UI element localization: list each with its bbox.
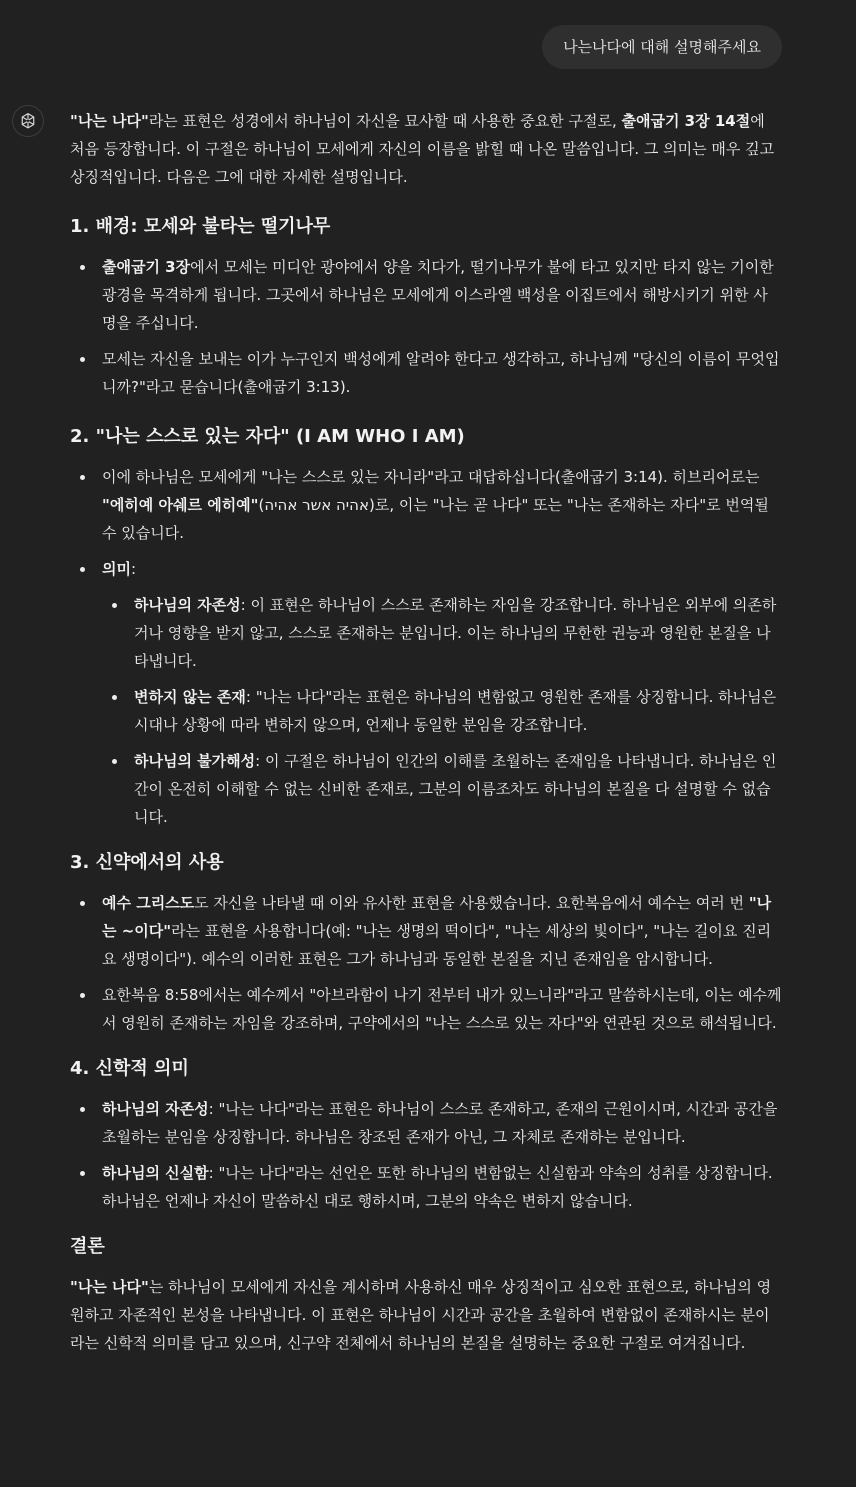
- intro-text-2: 에 처음 등장합니다. 이 구절은 하나님이 모세에게 자신의 이름을 밝힐 때 나온 말씀입니다. 그 의미는 매우 깊고 상징적입니다. 다음은 그에 대한 자세한 설명입니다.: [70, 112, 775, 186]
- bold-term: 예수 그리스도: [102, 894, 195, 912]
- item-text: 에서 모세는 미디안 광야에서 양을 치다가, 떨기나무가 불에 타고 있지만 타지 않는 기이한 광경을 목격하게 됩니다. 그곳에서 하나님은 모세에게 이스라엘 백성을 이집트에서 해방시키기 위한 사명을 주십니다.: [102, 258, 774, 332]
- nested-list-item: [102, 683, 782, 739]
- nested-list: [102, 591, 782, 831]
- section-3-list: [70, 889, 782, 1037]
- bold-term: 하나님의 자존성: [102, 1100, 209, 1118]
- section-1-list: [70, 253, 782, 401]
- item-text: : "나는 나다"라는 표현은 하나님의 변함없고 영원한 존재를 상징합니다. 하나님은 시대나 상황에 따라 변하지 않으며, 언제나 동일한 분임을 강조합니다.: [134, 688, 777, 734]
- assistant-avatar: [12, 105, 44, 137]
- bold-term: 하나님의 신실함: [102, 1164, 209, 1182]
- bold-term: 하나님의 자존성: [134, 596, 241, 614]
- intro-paragraph: [70, 107, 782, 191]
- bold-term: "나는 나다": [70, 1278, 149, 1296]
- intro-bold-reference: 출애굽기 3장 14절: [621, 112, 751, 130]
- list-item: [70, 555, 782, 831]
- intro-bold-phrase: "나는 나다": [70, 112, 149, 130]
- list-item: [70, 253, 782, 337]
- item-text: :: [130, 560, 137, 578]
- item-text: 모세는 자신을 보내는 이가 누구인지 백성에게 알려야 한다고 생각하고, 하나님께 "당신의 이름이 무엇입니까?"라고 묻습니다(출애굽기 3:13).: [102, 350, 780, 396]
- list-item: [70, 889, 782, 973]
- bold-term: "에히예 아쉐르 에히예": [102, 496, 259, 514]
- list-item: [70, 345, 782, 401]
- conclusion-text: 는 하나님이 모세에게 자신을 계시하며 사용하신 매우 상징적이고 심오한 표현으로, 하나님의 영원하고 자존적인 본성을 나타냅니다. 이 표현은 하나님이 시간과 공간을 초월하여 변함없이 존재하시는 분이라는 신학적 의미를 담고 있으며, 신구약 전체에서 하나님의 본질을 설명하는 중요한 구절로 여겨집니다.: [70, 1278, 772, 1352]
- section-4-list: [70, 1095, 782, 1215]
- intro-text: 라는 표현은 성경에서 하나님이 자신을 묘사할 때 사용한 중요한 구절로,: [148, 112, 622, 130]
- item-text: : 이 구절은 하나님이 인간의 이해를 초월하는 존재임을 나타냅니다. 하나님은 인간이 온전히 이해할 수 없는 신비한 존재로, 그분의 이름조차도 하나님의 본질을 다 설명할 수 없습니다.: [134, 752, 777, 826]
- section-heading-3: 3. 신약에서의 사용: [70, 852, 224, 873]
- section-heading-2: 2. "나는 스스로 있는 자다" (I AM WHO I AM): [70, 426, 465, 447]
- nested-list-item: [102, 591, 782, 675]
- bold-term: 의미: [102, 560, 131, 578]
- conclusion-paragraph: [70, 1273, 782, 1357]
- assistant-message: [70, 107, 782, 1357]
- list-item: [70, 463, 782, 547]
- conclusion-heading: 결론: [70, 1236, 105, 1257]
- item-text: : "나는 나다"라는 선언은 또한 하나님의 변함없는 신실함과 약속의 성취를 상징합니다. 하나님은 언제나 자신이 말씀하신 대로 행하시며, 그분의 약속은 변하지 않습니다.: [102, 1164, 773, 1210]
- section-heading-1: 1. 배경: 모세와 불타는 떨기나무: [70, 216, 331, 237]
- item-text-2: (אהיה אשר אהיה)로, 이는 "나는 곧 나다" 또는 "나는 존재하는 자다"로 번역될 수 있습니다.: [102, 496, 769, 542]
- nested-list-item: [102, 747, 782, 831]
- item-text: : "나는 나다"라는 표현은 하나님이 스스로 존재하고, 존재의 근원이시며, 시간과 공간을 초월하는 분임을 상징합니다. 하나님은 창조된 존재가 아닌, 그 자체로 존재하는 분입니다.: [102, 1100, 778, 1146]
- bold-term: 하나님의 불가해성: [134, 752, 256, 770]
- bold-term: 출애굽기 3장: [102, 258, 191, 276]
- item-text: : 이 표현은 하나님이 스스로 존재하는 자임을 강조합니다. 하나님은 외부에 의존하거나 영향을 받지 않고, 스스로 존재하는 분입니다. 이는 하나님의 무한한 권능과 영원한 본질을 나타냅니다.: [134, 596, 777, 670]
- item-text: 이에 하나님은 모세에게 "나는 스스로 있는 자니라"라고 대답하십니다(출애굽기 3:14). 히브리어로는: [102, 468, 760, 486]
- item-text: 요한복음 8:58에서는 예수께서 "아브라함이 나기 전부터 내가 있느니라"라고 말씀하시는데, 이는 예수께서 영원히 존재하는 자임을 강조하며, 구약에서의 "나는 스스로 있는 자다"와 연관된 것으로 해석됩니다.: [102, 986, 782, 1032]
- bold-term: 변하지 않는 존재: [134, 688, 246, 706]
- item-text: 도 자신을 나타낼 때 이와 유사한 표현을 사용했습니다. 요한복음에서 예수는 여러 번: [194, 894, 749, 912]
- item-text-2: 라는 표현을 사용합니다(예: "나는 생명의 떡이다", "나는 세상의 빛이다", "나는 길이요 진리요 생명이다"). 예수의 이러한 표현은 그가 하나님과 동일한 본질을 지닌 존재임을 암시합니다.: [102, 922, 772, 968]
- section-heading-4: 4. 신학적 의미: [70, 1058, 189, 1079]
- list-item: [70, 1095, 782, 1151]
- user-message-bubble: 나는나다에 대해 설명해주세요: [542, 25, 782, 69]
- section-2-list: [70, 463, 782, 831]
- list-item: [70, 1159, 782, 1215]
- list-item: [70, 981, 782, 1037]
- openai-logo-icon: [18, 111, 38, 131]
- bold-term-2: "나는 ~이다": [102, 894, 772, 940]
